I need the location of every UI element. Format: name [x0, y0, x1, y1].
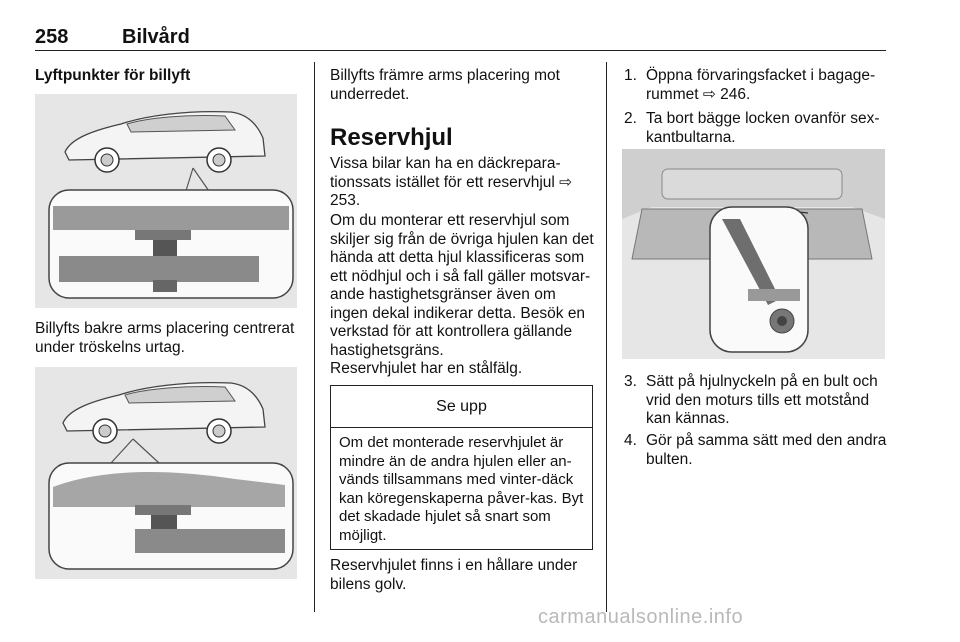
spare-location-paragraph: Reservhjulet finns i en hållare under bilens golv.	[330, 557, 578, 593]
step-number: 3.	[624, 373, 637, 390]
front-lift-arm-figure	[35, 94, 297, 308]
lift-points-heading: Lyftpunkter för billyft	[35, 67, 191, 84]
step-number: 4.	[624, 432, 637, 449]
step-text: Gör på samma sätt med den andra bulten.	[646, 432, 887, 468]
trunk-bolts-figure	[622, 149, 885, 359]
rear-arm-caption: Billyfts bakre arms placering centrerat under tröskelns urtag.	[35, 320, 295, 356]
caution-notice-box	[330, 385, 593, 550]
step-1	[624, 67, 894, 107]
rear-lift-arm-figure	[35, 367, 297, 579]
step-4	[624, 432, 894, 472]
section-title: Bilvård	[122, 26, 190, 48]
spare-wheel-heading: Reservhjul	[330, 124, 453, 151]
caution-body: Om det monterade reservhjulet är mindre än de andra hjulen eller an-vänds tillsammans med vinter-däck kan köregenskaperna påver-kas. Byt det skadade hjulet så snart som möjligt.	[339, 434, 584, 544]
page-number: 258	[35, 26, 69, 48]
caution-title: Se upp	[331, 386, 592, 428]
step-2	[624, 110, 894, 150]
step-text: Ta bort bägge locken ovanför sex-kantbultarna.	[646, 110, 880, 146]
page-header	[35, 26, 886, 51]
steel-rim-paragraph: Reservhjulet har en stålfälg.	[330, 360, 523, 377]
watermark: carmanualsonline.info	[538, 606, 744, 628]
step-number: 1.	[624, 67, 637, 84]
repair-kit-paragraph: Vissa bilar kan ha en däckrepara-tionssats istället för ett reservhjul ⇨ 253.	[330, 155, 573, 209]
step-3	[624, 373, 894, 433]
step-text: Öppna förvaringsfacket i bagage-rummet ⇨ 246.	[646, 67, 876, 103]
step-text: Sätt på hjulnyckeln på en bult och vrid den moturs tills ett motstånd kan kännas.	[646, 373, 878, 427]
column-divider-1	[314, 62, 315, 612]
front-arm-caption: Billyfts främre arms placering mot underredet.	[330, 67, 560, 103]
step-number: 2.	[624, 110, 637, 127]
column-divider-2	[606, 62, 607, 612]
emergency-wheel-paragraph: Om du monterar ett reservhjul som skiljer sig från de övriga hjulen kan det hända att detta hjul klassificeras som ett nödhjul och i så fall gäller motsvar-ande hastighetsgränser även om ingen dekal indikerar detta. Besök en verkstad för att kontrollera gällande hastighetsgräns.	[330, 212, 594, 359]
